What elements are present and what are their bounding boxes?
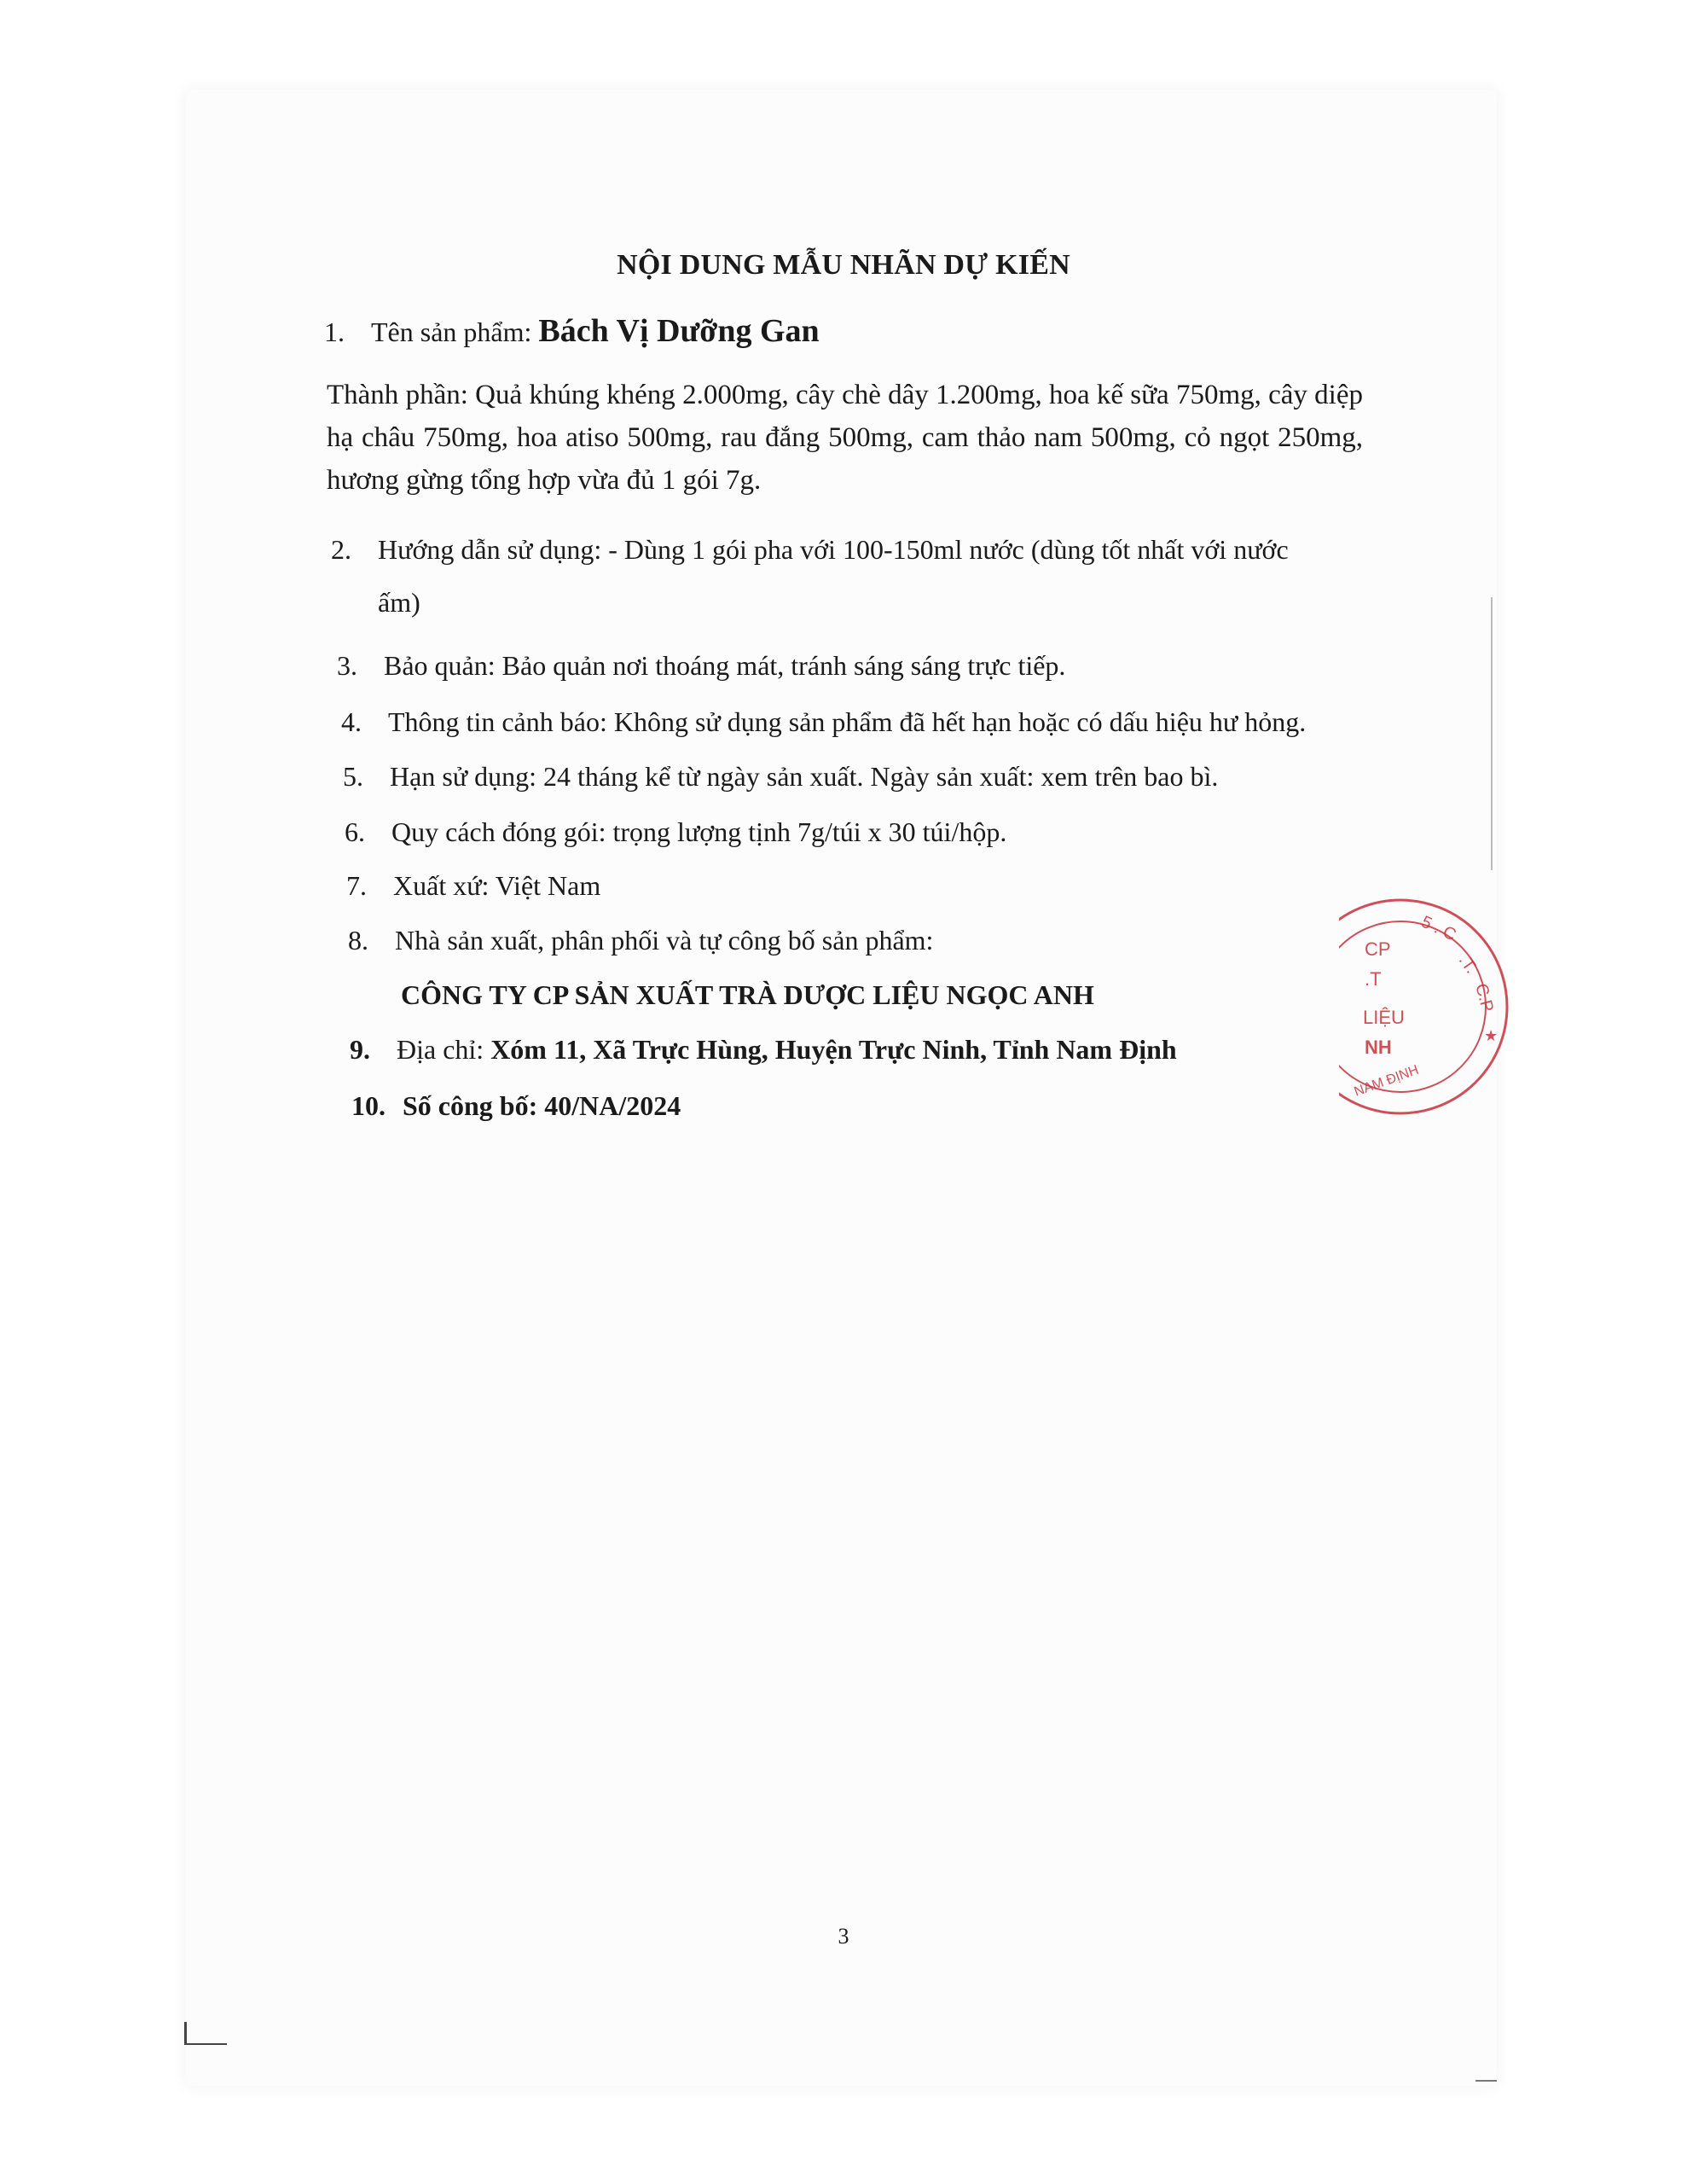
item-announcement-number [351, 1089, 681, 1123]
scan-edge-mark [184, 2022, 187, 2044]
item-number: 5. [343, 761, 363, 792]
product-name: Bách Vị Dưỡng Gan [538, 313, 820, 349]
item-text: Quy cách đóng gói: trọng lượng tịnh 7g/túi x 30 túi/hộp. [391, 816, 1007, 847]
svg-text:.T: .T [1365, 968, 1382, 990]
scan-edge-mark [1475, 2080, 1497, 2082]
item-text: Nhà sản xuất, phân phối và tự công bố sản phẩm: [395, 925, 934, 956]
item-manufacturer [348, 923, 933, 957]
item-address [350, 1032, 1177, 1066]
svg-text:NAM ĐỊNH: NAM ĐỊNH [1352, 1062, 1421, 1100]
item-number: 4. [341, 706, 362, 737]
svg-text:CP: CP [1365, 938, 1391, 960]
item-text: Thông tin cảnh báo: Không sử dụng sản phẩm đã hết hạn hoặc có dấu hiệu hư hỏng. [388, 706, 1307, 737]
item-number: 8. [348, 925, 368, 956]
document-title: NỘI DUNG MẪU NHÃN DỰ KIẾN [617, 249, 1070, 281]
item-text: Xuất xứ: Việt Nam [393, 870, 601, 901]
item-usage-continued: ấm) [378, 587, 420, 618]
item-text: Hạn sử dụng: 24 tháng kể từ ngày sản xuất. Ngày sản xuất: xem trên bao bì. [390, 761, 1219, 792]
svg-text:★: ★ [1484, 1027, 1499, 1044]
ingredients-paragraph: Thành phần: Quả khúng khéng 2.000mg, cây chè dây 1.200mg, hoa kế sữa 750mg, cây diệp hạ châu 750mg, hoa atiso 500mg, rau đắng 500mg, cam thảo nam 500mg, cỏ ngọt 250mg, hương gừng tổng hợp vừa đủ 1 gói 7g. [327, 380, 1363, 496]
item-usage [331, 532, 1289, 566]
item-text: Số công bố: 40/NA/2024 [403, 1090, 681, 1121]
item-text: Bảo quản: Bảo quản nơi thoáng mát, tránh sáng sáng trực tiếp. [384, 650, 1066, 681]
item-number: 2. [331, 534, 351, 565]
item-number: 6. [345, 816, 365, 847]
address-value: Xóm 11, Xã Trực Hùng, Huyện Trực Ninh, Tỉnh Nam Định [490, 1034, 1177, 1065]
item-packaging [345, 815, 1006, 849]
company-seal-stamp [1339, 887, 1518, 1126]
page-number: 3 [838, 1924, 849, 1949]
item-number: 7. [346, 870, 367, 901]
svg-text:.T.: .T. [1454, 951, 1481, 978]
item-label: Địa chỉ: [397, 1034, 491, 1065]
scan-edge-mark [1491, 597, 1493, 870]
item-product-name [324, 314, 820, 349]
item-number: 10. [351, 1090, 386, 1121]
svg-text:NH: NH [1365, 1037, 1392, 1058]
svg-text:LIỆU: LIỆU [1363, 1007, 1405, 1028]
item-number: 9. [350, 1034, 370, 1065]
item-storage [337, 648, 1065, 682]
item-expiry [343, 759, 1218, 793]
item-warning [341, 705, 1306, 739]
item-origin [346, 868, 600, 903]
item-label: Tên sản phẩm: [371, 317, 539, 347]
svg-text:5 . C: 5 . C [1417, 912, 1459, 945]
item-number: 3. [337, 650, 357, 681]
company-name: CÔNG TY CP SẢN XUẤT TRÀ DƯỢC LIỆU NGỌC ANH [401, 979, 1094, 1010]
svg-text:C.P: C.P [1471, 981, 1498, 1014]
item-text: Hướng dẫn sử dụng: - Dùng 1 gói pha với 100-150ml nước (dùng tốt nhất với nước [378, 534, 1289, 565]
item-number: 1. [324, 317, 345, 347]
scan-edge-mark [184, 2043, 227, 2045]
